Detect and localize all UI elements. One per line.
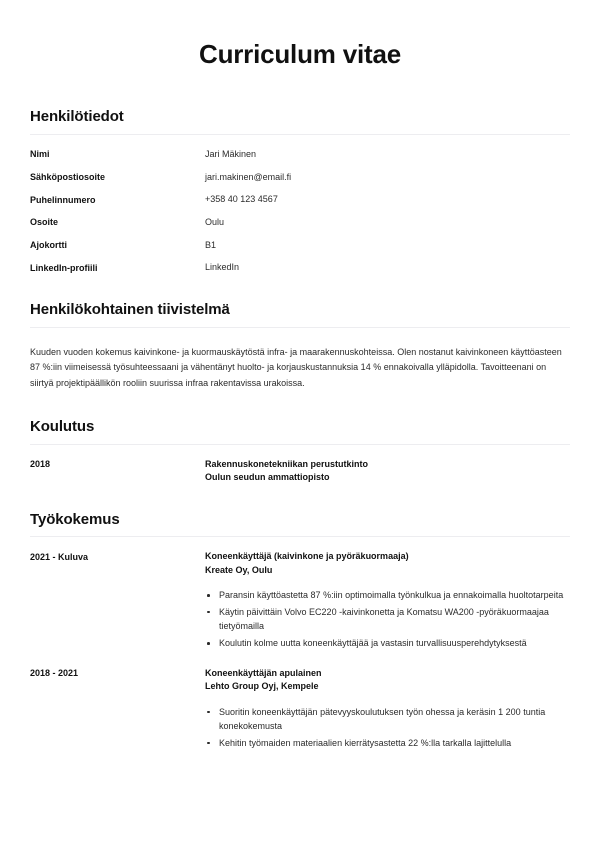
section-divider — [30, 327, 570, 328]
linkedin-profile-value[interactable]: LinkedIn — [205, 262, 240, 273]
education-entry-list — [30, 458, 570, 485]
detail-value: jari.makinen@email.fi — [205, 171, 292, 182]
section-work-experience — [30, 511, 570, 751]
detail-label: Sähköpostiosoite — [30, 172, 106, 183]
entry-organization: Oulun seudun ammattiopisto — [205, 472, 330, 483]
section-heading-personal-summary: Henkilökohtainen tiivistelmä — [30, 300, 230, 318]
work-entry-list — [30, 550, 570, 750]
work-entry — [30, 550, 570, 650]
entry-bullet-list — [205, 588, 570, 650]
work-entry — [30, 667, 570, 751]
entry-bullet: Paransin käyttöastetta 87 %:iin optimoimalla työnkulkua ja ennakoimalla huoltotarpeita — [205, 588, 570, 603]
page-title: Curriculum vitae — [199, 39, 401, 69]
entry-title: Koneenkäyttäjä (kaivinkone ja pyöräkuormaaja) — [205, 551, 409, 562]
section-heading-personal-details: Henkilötiedot — [30, 108, 124, 126]
detail-value: Jari Mäkinen — [205, 148, 257, 159]
personal-details-list — [30, 148, 570, 274]
detail-label: Nimi — [30, 149, 50, 160]
entry-title: Rakennuskonetekniikan perustutkinto — [205, 458, 369, 469]
entry-body — [205, 458, 570, 485]
detail-label: Osoite — [30, 217, 59, 228]
detail-label: LinkedIn-profiili — [30, 262, 98, 273]
entry-bullet-list — [205, 705, 570, 751]
entry-body — [205, 550, 570, 650]
detail-row-puhelinnumero — [30, 193, 570, 206]
section-heading-education: Koulutus — [30, 417, 95, 435]
detail-row-nimi — [30, 148, 570, 161]
entry-bullet: Kehitin työmaiden materiaalien kierrätysastetta 22 %:lla tarkalla lajittelulla — [205, 736, 570, 751]
detail-label: Ajokortti — [30, 240, 67, 250]
detail-row-sahkopostiosoite — [30, 171, 570, 184]
section-personal-details — [30, 108, 570, 274]
detail-value: +358 40 123 4567 — [205, 194, 278, 205]
detail-row-linkedin-profiili — [30, 261, 570, 274]
summary-paragraph: Kuuden vuoden kokemus kaivinkone- ja kuormauskäytöstä infra- ja maarakennuskohteissa. Olen nostanut kaivinkoneen käyttöasteen 87 %:iin viimeisessä työsuhteessaani ja vähentänyt huolto- ja korjauskustannuksia 14 % ennakoivalla ylläpidolla. Tavoitteenani on siirtyä projektipäällikön rooliin suurissa infraa rakentavissa urakoissa. — [30, 346, 562, 389]
section-personal-summary — [30, 301, 570, 392]
entry-bullet: Suoritin koneenkäyttäjän pätevyyskoulutuksen työn ohessa ja keräsin 1 200 tuntia konekokemusta — [205, 705, 570, 734]
detail-value: B1 — [205, 239, 217, 250]
section-education — [30, 418, 570, 485]
entry-bullet: Koulutin kolme uutta koneenkäyttäjää ja vastasin turvallisuusperehdytyksestä — [205, 636, 570, 651]
detail-label: Puhelinnumero — [30, 194, 96, 205]
entry-bullet: Käytin päivittäin Volvo EC220 -kaivinkonetta ja Komatsu WA200 -pyöräkuormaajaa tietyömailla — [205, 605, 570, 634]
entry-body — [205, 667, 570, 751]
entry-date: 2018 - 2021 — [30, 668, 79, 679]
entry-organization: Lehto Group Oyj, Kempele — [205, 681, 319, 692]
section-divider — [30, 444, 570, 445]
entry-title: Koneenkäyttäjän apulainen — [205, 667, 322, 678]
entry-date: 2018 — [30, 459, 51, 470]
entry-organization: Kreate Oy, Oulu — [205, 564, 273, 575]
detail-row-osoite — [30, 216, 570, 229]
education-entry — [30, 458, 570, 485]
detail-row-ajokortti — [30, 239, 570, 252]
entry-date: 2021 - Kuluva — [30, 551, 89, 562]
detail-value: Oulu — [205, 216, 225, 227]
section-divider — [30, 134, 570, 135]
section-heading-work-experience: Työkokemus — [30, 510, 120, 528]
section-divider — [30, 536, 570, 537]
